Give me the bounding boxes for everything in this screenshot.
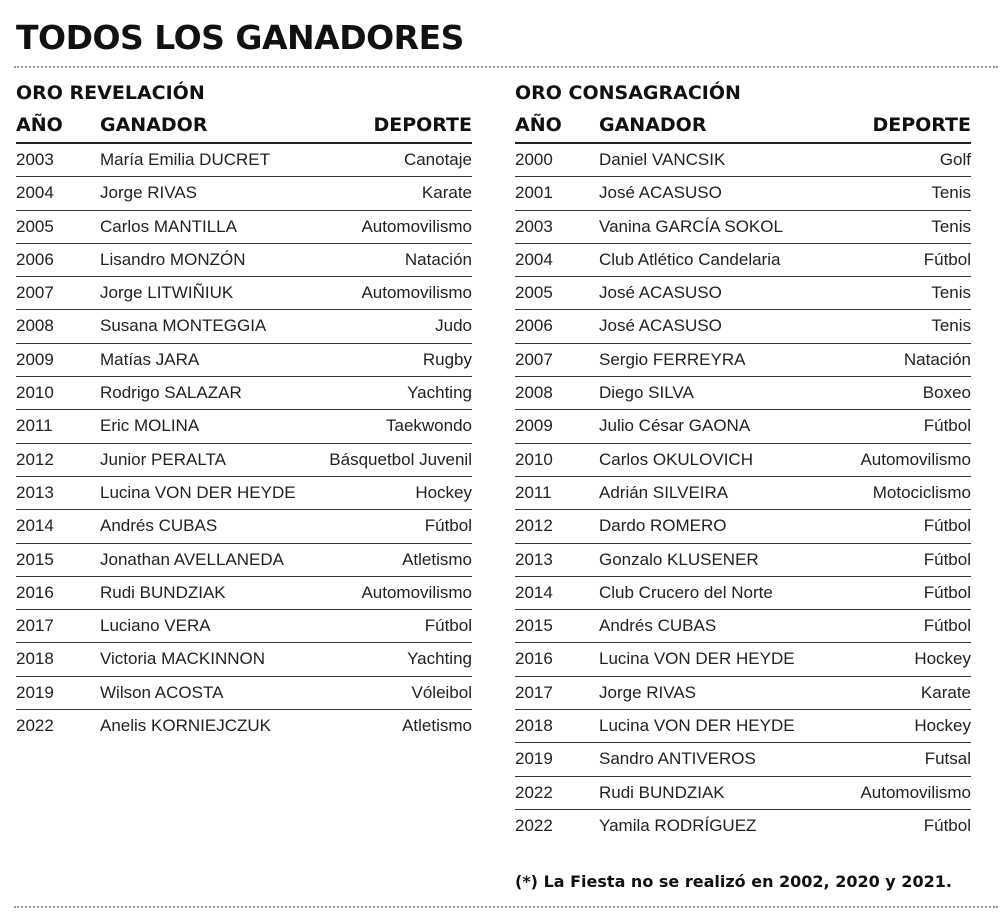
oro-revelacion-section [16,78,472,742]
year-cell: 2006 [515,316,553,336]
year-cell: 2009 [515,416,553,436]
sport-cell: Tenis [931,216,971,236]
footnote: (*) La Fiesta no se realizó en 2002, 2020 y 2021. [515,872,952,891]
year-cell: 2017 [515,682,553,702]
year-cell: 2022 [16,716,54,736]
winner-cell: Club Atlético Candelaria [599,249,781,269]
winner-cell: José ACASUSO [599,183,722,203]
table-row [16,377,472,410]
year-cell: 2022 [515,815,553,835]
table-row [16,677,472,710]
sport-cell: Taekwondo [385,416,472,436]
table-row [515,743,971,776]
table-row [16,344,472,377]
sport-cell: Automovilismo [361,283,472,303]
table-row [515,277,971,310]
table-row [16,244,472,277]
winner-cell: Rudi BUNDZIAK [599,782,725,802]
winner-cell: Matías JARA [100,349,200,369]
winner-cell: Jorge LITWIÑIUK [100,283,234,303]
year-cell: 2004 [16,183,54,203]
section-title: ORO CONSAGRACIÓN [515,82,741,104]
oro-consagracion-section [515,78,971,842]
year-cell: 2014 [16,516,54,536]
table-row [515,677,971,710]
sport-cell: Automovilismo [860,782,971,802]
table-row [16,444,472,477]
sport-cell: Yachting [407,383,472,403]
year-cell: 2000 [515,150,553,169]
table-row [515,377,971,410]
table-header [515,108,971,144]
table-row [16,211,472,244]
sport-cell: Fútbol [923,582,971,602]
sport-cell: Atletismo [402,716,472,736]
year-cell: 2017 [16,616,54,636]
winner-cell: Lisandro MONZÓN [100,249,246,269]
winner-cell: Rudi BUNDZIAK [100,582,226,602]
header-year: AÑO [16,114,63,136]
winner-cell: Rodrigo SALAZAR [100,383,242,403]
sport-cell: Fútbol [424,616,472,636]
year-cell: 2008 [16,316,54,336]
winner-cell: Sandro ANTIVEROS [599,749,756,769]
table-row [515,777,971,810]
sport-cell: Vóleibol [411,682,472,702]
year-cell: 2013 [515,549,553,569]
table-row [16,310,472,343]
table-row [515,310,971,343]
year-cell: 2018 [16,649,54,669]
winner-cell: Jonathan AVELLANEDA [100,549,284,569]
year-cell: 2008 [515,383,553,403]
table-row [515,144,971,177]
sport-cell: Motociclismo [872,482,971,502]
table-row [515,544,971,577]
sport-cell: Natación [903,349,971,369]
table-row [515,710,971,743]
sport-cell: Hockey [914,716,971,736]
table-row [515,211,971,244]
table-row [16,144,472,177]
year-cell: 2007 [515,349,553,369]
sport-cell: Fútbol [923,815,971,835]
year-cell: 2019 [16,682,54,702]
year-cell: 2016 [515,649,553,669]
table-row [16,710,472,742]
year-cell: 2003 [16,150,54,169]
table-row [515,510,971,543]
year-cell: 2005 [515,283,553,303]
year-cell: 2009 [16,349,54,369]
winner-cell: Yamila RODRÍGUEZ [599,815,757,835]
winner-cell: Jorge RIVAS [100,183,198,203]
sport-cell: Básquetbol Juvenil [329,449,472,469]
table-row [16,544,472,577]
winner-cell: María Emilia DUCRET [100,150,271,169]
header-year: AÑO [515,114,562,136]
year-cell: 2011 [16,416,53,436]
winner-cell: Carlos OKULOVICH [599,449,753,469]
winner-cell: Victoria MACKINNON [100,649,265,669]
year-cell: 2011 [515,482,552,502]
header-winner: GANADOR [100,114,208,136]
sport-cell: Tenis [931,316,971,336]
winner-cell: Anelis KORNIEJCZUK [100,716,271,736]
table-header [16,108,472,144]
sport-cell: Fútbol [923,416,971,436]
table-row [16,643,472,676]
year-cell: 2006 [16,249,54,269]
table-row [515,610,971,643]
winner-cell: Wilson ACOSTA [100,682,224,702]
year-cell: 2014 [515,582,553,602]
section-title: ORO REVELACIÓN [16,82,205,104]
winner-cell: José ACASUSO [599,316,722,336]
sport-cell: Tenis [931,283,971,303]
year-cell: 2010 [515,449,553,469]
sport-cell: Hockey [914,649,971,669]
winner-cell: Lucina VON DER HEYDE [599,649,795,669]
table-row [16,277,472,310]
sport-cell: Automovilismo [860,449,971,469]
table-row [515,477,971,510]
bottom-dotted-divider [14,906,998,908]
winner-cell: Adrián SILVEIRA [599,482,729,502]
winners-list [16,144,472,742]
sport-cell: Golf [939,150,971,169]
winner-cell: Susana MONTEGGIA [100,316,267,336]
winner-cell: Gonzalo KLUSENER [599,549,759,569]
page-title: TODOS LOS GANADORES [16,18,464,57]
sport-cell: Futsal [924,749,971,769]
winner-cell: Junior PERALTA [100,449,226,469]
table-row [515,344,971,377]
year-cell: 2010 [16,383,54,403]
winner-cell: Diego SILVA [599,383,694,403]
winner-cell: Andrés CUBAS [599,616,717,636]
table-row [16,410,472,443]
winner-cell: Julio César GAONA [599,416,751,436]
top-dotted-divider [14,66,998,68]
winner-cell: Jorge RIVAS [599,682,697,702]
year-cell: 2015 [515,616,553,636]
table-row [515,244,971,277]
year-cell: 2019 [515,749,553,769]
year-cell: 2015 [16,549,54,569]
winner-cell: Vanina GARCÍA SOKOL [599,216,783,236]
winners-list [515,144,971,842]
sport-cell: Judo [435,316,472,336]
winner-cell: Carlos MANTILLA [100,216,237,236]
table-row [515,643,971,676]
table-row [16,577,472,610]
year-cell: 2007 [16,283,54,303]
sport-cell: Atletismo [402,549,472,569]
winner-cell: Dardo ROMERO [599,516,727,536]
sport-cell: Yachting [407,649,472,669]
winner-cell: Club Crucero del Norte [599,582,773,602]
winner-cell: Sergio FERREYRA [599,349,746,369]
year-cell: 2005 [16,216,54,236]
winner-cell: Luciano VERA [100,616,211,636]
sport-cell: Rugby [422,349,472,369]
sport-cell: Automovilismo [361,582,472,602]
table-row [16,510,472,543]
year-cell: 2001 [515,183,553,203]
table-row [515,410,971,443]
header-sport: DEPORTE [872,114,971,136]
sport-cell: Tenis [931,183,971,203]
year-cell: 2016 [16,582,54,602]
year-cell: 2012 [515,516,553,536]
table-row [16,477,472,510]
year-cell: 2003 [515,216,553,236]
winner-cell: Eric MOLINA [100,416,200,436]
sport-cell: Canotaje [403,150,472,169]
sport-cell: Fútbol [923,616,971,636]
winner-cell: José ACASUSO [599,283,722,303]
table-row [515,810,971,842]
header-winner: GANADOR [599,114,707,136]
header-sport: DEPORTE [373,114,472,136]
table-row [16,610,472,643]
sport-cell: Fútbol [923,549,971,569]
table-row [515,577,971,610]
table-row [515,444,971,477]
year-cell: 2012 [16,449,54,469]
sport-cell: Fútbol [923,249,971,269]
sport-cell: Fútbol [424,516,472,536]
table-row [16,177,472,210]
sport-cell: Karate [920,682,971,702]
winner-cell: Andrés CUBAS [100,516,218,536]
sport-cell: Fútbol [923,516,971,536]
winner-cell: Lucina VON DER HEYDE [100,482,296,502]
year-cell: 2004 [515,249,553,269]
sport-cell: Natación [404,249,472,269]
sport-cell: Boxeo [922,383,971,403]
year-cell: 2018 [515,716,553,736]
winner-cell: Daniel VANCSIK [599,150,726,169]
sport-cell: Automovilismo [361,216,472,236]
winner-cell: Lucina VON DER HEYDE [599,716,795,736]
sport-cell: Karate [421,183,472,203]
sport-cell: Hockey [415,482,472,502]
year-cell: 2013 [16,482,54,502]
table-row [515,177,971,210]
year-cell: 2022 [515,782,553,802]
